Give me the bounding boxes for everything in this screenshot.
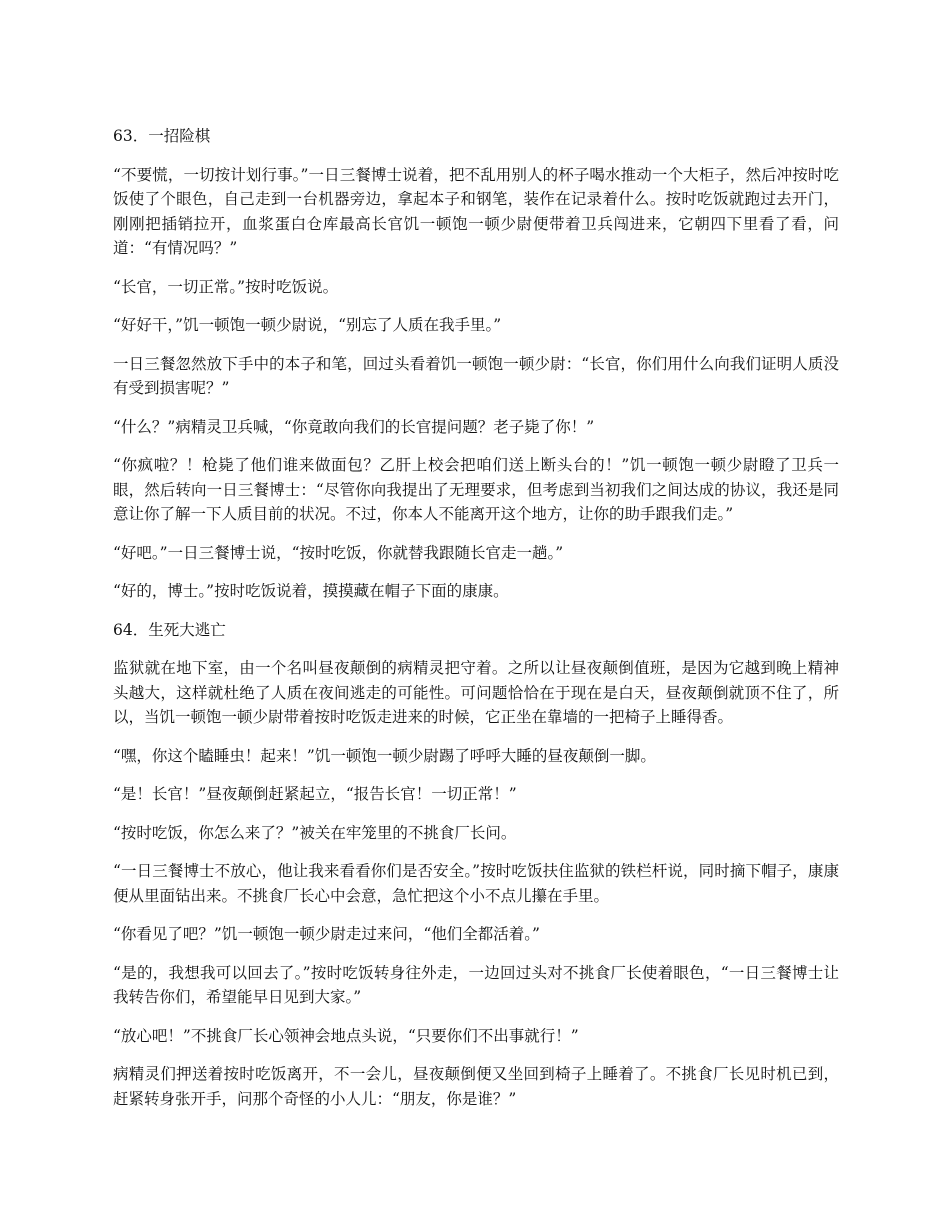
paragraph: “嘿，你这个瞌睡虫！起来！”饥一顿饱一顿少尉踢了呼呼大睡的昼夜颠倒一脚。 bbox=[113, 746, 656, 765]
paragraph: “长官，一切正常。”按时吃饭说。 bbox=[113, 277, 339, 296]
paragraph: “你看见了吧？”饥一顿饱一顿少尉走过来问，“他们全都活着。” bbox=[113, 925, 540, 943]
paragraph: “放心吧！”不挑食厂长心领神会地点头说，“只要你们不出事就行！” bbox=[113, 1026, 579, 1045]
paragraph: “是！长官！”昼夜颠倒赶紧起立，“报告长官！一切正常！” bbox=[113, 785, 517, 803]
paragraph: “一日三餐博士不放心，他让我来看看你们是否安全。”按时吃饭扶住监狱的铁栏杆说，同时摘下帽子，康康便从里面钻出来。不挑食厂长心中会意，急忙把这个小不点儿攥在手里。 bbox=[113, 862, 839, 905]
paragraph: 监狱就在地下室，由一个名叫昼夜颠倒的病精灵把守着。之所以让昼夜颠倒值班，是因为它越到晚上精神头越大，这样就杜绝了人质在夜间逃走的可能性。可问题恰恰在于现在是白天，昼夜颠倒就顶不住了，所以，当饥一顿饱一顿少尉带着按时吃饭走进来的时候，它正坐在靠墙的一把椅子上睡得香。 bbox=[113, 659, 839, 726]
paragraph: “好吧。”一日三餐博士说，“按时吃饭，你就替我跟随长官走一趟。” bbox=[113, 543, 564, 562]
paragraph: “按时吃饭，你怎么来了？”被关在牢笼里的不挑食厂长问。 bbox=[113, 823, 517, 842]
section-heading-64: 64．生死大逃亡 bbox=[113, 620, 226, 639]
paragraph: “不要慌，一切按计划行事。”一日三餐博士说着，把不乱用别人的杯子喝水推动一个大柜子，然后冲按时吃饭使了个眼色，自己走到一台机器旁边，拿起本子和钢笔，装作在记录着什么。按时吃饭就跑过去开门，刚刚把插销拉开，血浆蛋白仓库最高长官饥一顿饱一顿少尉便带着卫兵闯进来，它朝四下里看了看，问道：“有情况吗？” bbox=[113, 165, 839, 257]
paragraph: “是的，我想我可以回去了。”按时吃饭转身往外走，一边回过头对不挑食厂长使着眼色，“一日三餐博士让我转告你们，希望能早日见到大家。” bbox=[113, 963, 839, 1006]
paragraph: “你疯啦？！枪毙了他们谁来做面包？乙肝上校会把咱们送上断头台的！”饥一顿饱一顿少尉瞪了卫兵一眼，然后转向一日三餐博士：“尽管你向我提出了无理要求，但考虑到当初我们之间达成的协议，我还是同意让你了解一下人质目前的状况。不过，你本人不能离开这个地方，让你的助手跟我们走。” bbox=[113, 456, 839, 523]
paragraph: “好的，博士。”按时吃饭说着，摸摸藏在帽子下面的康康。 bbox=[113, 582, 509, 600]
document-page bbox=[113, 124, 839, 1125]
paragraph: 一日三餐忽然放下手中的本子和笔，回过头看着饥一顿饱一顿少尉：“长官，你们用什么向我们证明人质没有受到损害呢？” bbox=[113, 354, 839, 397]
paragraph: 病精灵们押送着按时吃饭离开，不一会儿，昼夜颠倒便又坐回到椅子上睡着了。不挑食厂长见时机已到，赶紧转身张开手，问那个奇怪的小人儿：“朋友，你是谁？” bbox=[113, 1065, 839, 1108]
paragraph: “好好干，”饥一顿饱一顿少尉说，“别忘了人质在我手里。” bbox=[113, 316, 502, 334]
section-heading-63: 63．一招险棋 bbox=[113, 127, 211, 145]
paragraph: “什么？”病精灵卫兵喊，“你竟敢向我们的长官提问题？老子毙了你！” bbox=[113, 417, 595, 436]
